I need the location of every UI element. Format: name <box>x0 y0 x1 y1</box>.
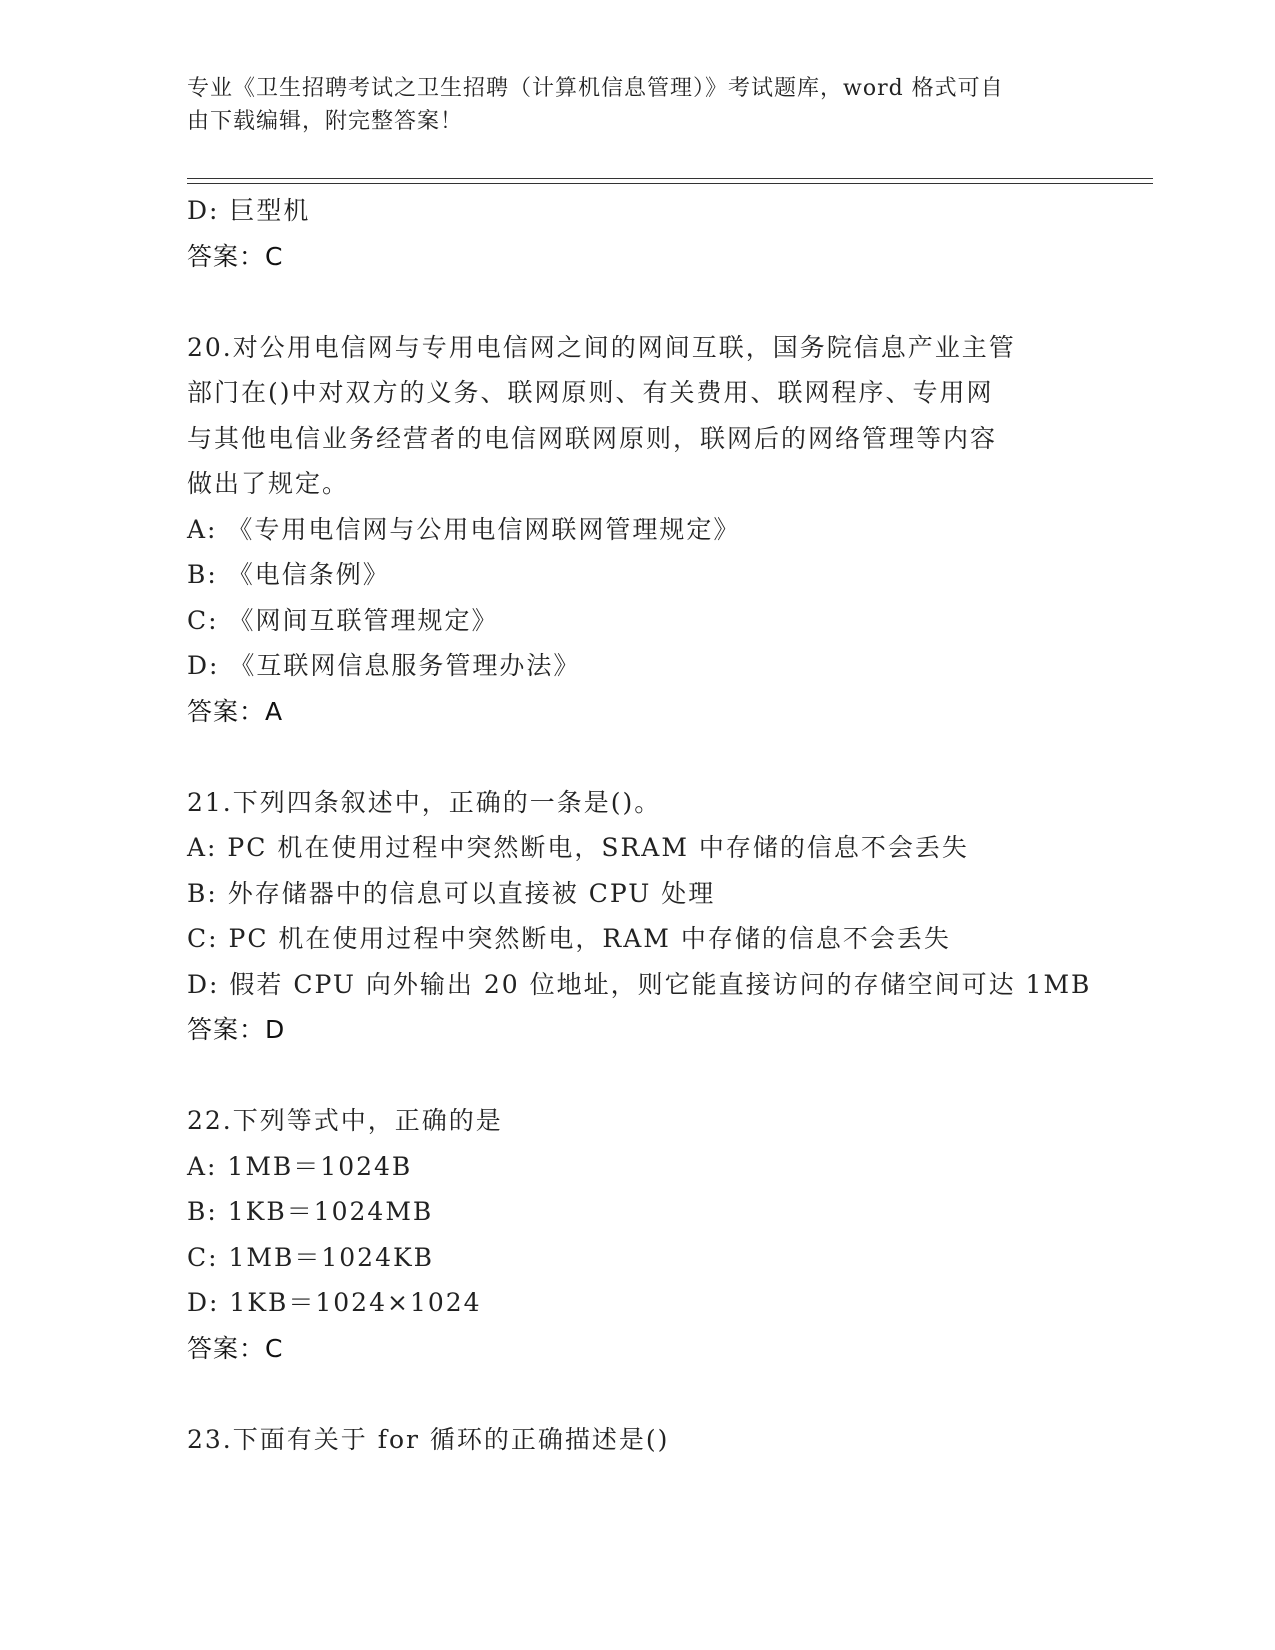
spacer <box>187 279 1087 325</box>
document-header <box>187 72 1067 138</box>
option-a: A: PC 机在使用过程中突然断电，SRAM 中存储的信息不会丢失 <box>187 833 969 862</box>
header-divider-top <box>187 178 1153 179</box>
header-line-1: 专业《卫生招聘考试之卫生招聘（计算机信息管理）》考试题库，word 格式可自 <box>187 76 1004 101</box>
option-d: D: 巨型机 <box>187 196 311 225</box>
question-stem-line: 部门在()中对双方的义务、联网原则、有关费用、联网程序、专用网 <box>187 378 994 407</box>
answer-line: 答案：D <box>187 1015 286 1044</box>
answer-line: 答案：C <box>187 241 284 271</box>
spacer <box>187 1053 1087 1099</box>
previous-question-tail <box>187 188 1087 279</box>
question-list <box>187 188 1092 1462</box>
header-divider-bottom <box>187 183 1153 184</box>
question-20 <box>187 325 1087 735</box>
question-23 <box>187 1417 1087 1463</box>
header-line-2: 由下载编辑，附完整答案！ <box>187 109 464 134</box>
question-21 <box>187 780 1092 1053</box>
option-b: B: 1KB＝1024MB <box>187 1197 434 1226</box>
option-d: D: 1KB＝1024×1024 <box>187 1288 482 1317</box>
option-a: A: 《专用电信网与公用电信网联网管理规定》 <box>187 514 741 544</box>
question-stem-line: 做出了规定。 <box>187 469 350 498</box>
option-c: C: PC 机在使用过程中突然断电，RAM 中存储的信息不会丢失 <box>187 924 951 953</box>
answer-line: 答案：C <box>187 1333 284 1363</box>
answer-line: 答案：A <box>187 696 284 726</box>
question-stem-line: 20.对公用电信网与专用电信网之间的网间互联，国务院信息产业主管 <box>187 332 1016 362</box>
option-c: C: 1MB＝1024KB <box>187 1242 435 1272</box>
option-a: A: 1MB＝1024B <box>187 1151 413 1181</box>
option-b: B: 《电信条例》 <box>187 560 390 589</box>
question-stem-line: 与其他电信业务经营者的电信网联网原则，联网后的网络管理等内容 <box>187 423 998 453</box>
option-c: C: 《网间互联管理规定》 <box>187 605 499 635</box>
question-22 <box>187 1098 1087 1371</box>
question-stem: 23.下面有关于 for 循环的正确描述是() <box>187 1424 670 1454</box>
question-stem: 22.下列等式中，正确的是 <box>187 1106 503 1135</box>
spacer <box>187 1371 1087 1417</box>
option-b: B: 外存储器中的信息可以直接被 CPU 处理 <box>187 878 716 908</box>
option-d: D: 假若 CPU 向外输出 20 位地址，则它能直接访问的存储空间可达 1MB <box>187 969 1092 999</box>
question-stem: 21.下列四条叙述中，正确的一条是()。 <box>187 787 662 817</box>
option-d: D: 《互联网信息服务管理办法》 <box>187 651 581 680</box>
spacer <box>187 734 1087 780</box>
